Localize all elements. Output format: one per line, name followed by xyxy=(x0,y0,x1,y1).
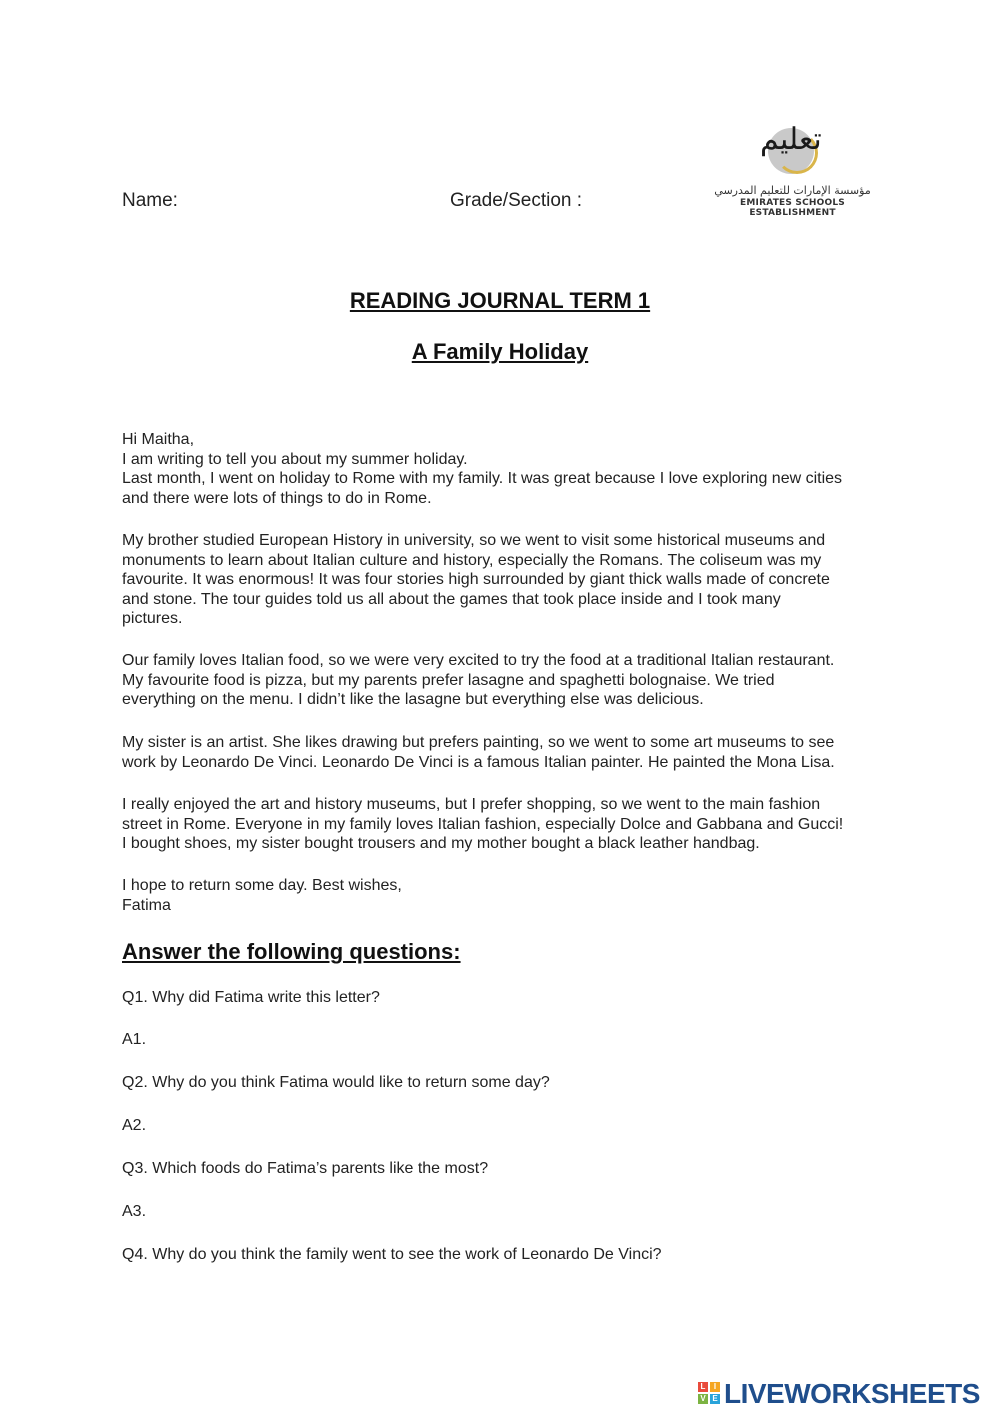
answer-1-label: A1. xyxy=(122,1031,147,1048)
letter-paragraph-3 xyxy=(122,651,892,710)
logo-square-v: V xyxy=(698,1394,708,1404)
letter-line: pictures. xyxy=(122,610,183,627)
letter-line: Fatima xyxy=(122,896,171,914)
liveworksheets-brand-text: LIVEWORKSHEETS xyxy=(724,1378,980,1409)
letter-line: and there were lots of things to do in Rome. xyxy=(122,489,432,507)
sub-title: A Family Holiday xyxy=(411,339,589,364)
grade-section-label: Grade/Section : xyxy=(450,190,583,211)
letter-line: My brother studied European History in university, so we went to visit some historical museums and xyxy=(122,532,826,549)
letter-line: My favourite food is pizza, but my parents prefer lasagne and spaghetti bolognaise. We tried xyxy=(122,671,775,689)
name-label: Name: xyxy=(122,190,178,211)
letter-line: everything on the menu. I didn’t like the lasagne but everything else was delicious. xyxy=(122,691,704,708)
letter-line: street in Rome. Everyone in my family loves Italian fashion, especially Dolce and Gabbana and Gucci! xyxy=(122,815,844,833)
logo-glyph: تعليم xyxy=(760,122,822,157)
logo-square-l: L xyxy=(698,1382,708,1392)
letter-line: Our family loves Italian food, so we were very excited to try the food at a traditional Italian restaurant. xyxy=(122,652,835,669)
main-title: READING JOURNAL TERM 1 xyxy=(349,288,651,313)
letter-paragraph-4 xyxy=(122,733,892,772)
question-2: Q2. Why do you think Fatima would like to return some day? xyxy=(122,1074,550,1091)
question-4: Q4. Why do you think the family went to see the work of Leonardo De Vinci? xyxy=(122,1246,662,1263)
letter-line: I really enjoyed the art and history museums, but I prefer shopping, so we went to the main fashion xyxy=(122,796,821,813)
logo-arabic-text: مؤسسة الإمارات للتعليم المدرسي xyxy=(714,184,871,197)
letter-line: and stone. The tour guides told us all about the games that took place inside and I took many xyxy=(122,590,781,608)
question-3: Q3. Which foods do Fatima’s parents like the most? xyxy=(122,1160,489,1177)
liveworksheets-logo-icon xyxy=(698,1382,720,1404)
letter-line: I hope to return some day. Best wishes, xyxy=(122,877,402,894)
letter-line: Hi Maitha, xyxy=(122,431,195,448)
letter-line: monuments to learn about Italian culture and history, especially the Romans. The coliseum was my xyxy=(122,551,822,569)
letter-sign-off xyxy=(122,876,892,915)
answer-2-label: A2. xyxy=(122,1117,147,1134)
letter-line: I am writing to tell you about my summer holiday. xyxy=(122,450,468,468)
logo-square-i: I xyxy=(710,1382,720,1392)
questions-heading: Answer the following questions: xyxy=(122,939,461,964)
letter-line: favourite. It was enormous! It was four stories high surrounded by giant thick walls made of concrete xyxy=(122,571,830,588)
logo-english-text: EMIRATES SCHOOLS ESTABLISHMENT xyxy=(740,198,845,218)
answer-3-label: A3. xyxy=(122,1203,147,1220)
letter-paragraph-2 xyxy=(122,531,892,629)
letter-line: Last month, I went on holiday to Rome with my family. It was great because I love exploring new cities xyxy=(122,470,843,487)
logo-square-e: E xyxy=(710,1394,720,1404)
letter-paragraph-5 xyxy=(122,795,892,854)
school-logo xyxy=(690,118,890,218)
question-1: Q1. Why did Fatima write this letter? xyxy=(122,989,380,1006)
letter-line: work by Leonardo De Vinci. Leonardo De Vinci is a famous Italian painter. He painted the Mona Lisa. xyxy=(122,753,835,771)
letter-line: I bought shoes, my sister bought trousers and my mother bought a black leather handbag. xyxy=(122,835,760,852)
letter-line: My sister is an artist. She likes drawing but prefers painting, so we went to some art museums to see xyxy=(122,734,835,751)
letter-paragraph-1 xyxy=(122,430,892,508)
